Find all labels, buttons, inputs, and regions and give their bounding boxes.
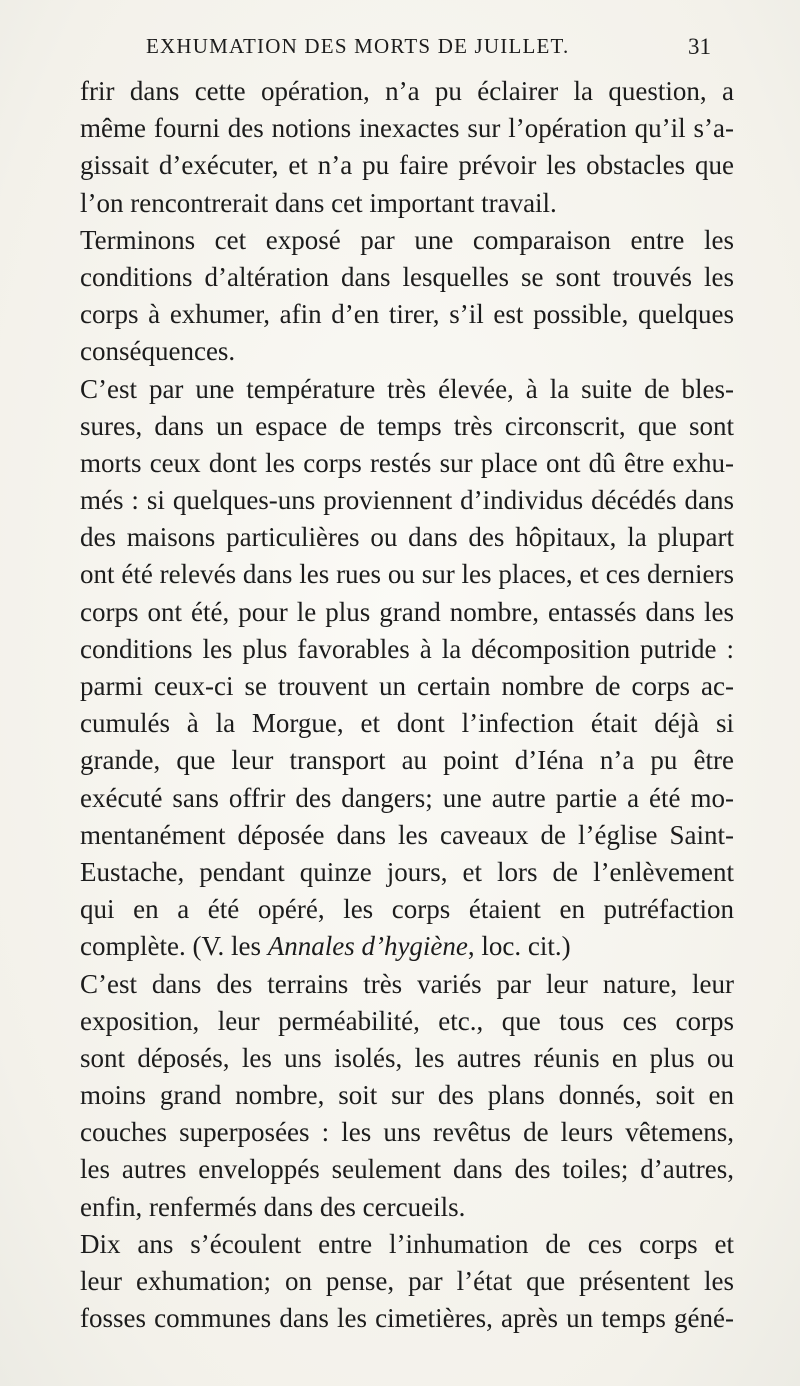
paragraph: [48, 222, 734, 371]
page-number: 31: [688, 34, 711, 59]
running-head: [0, 34, 800, 70]
text-line: Terminons cet exposé par une comparaison entre les: [80, 224, 734, 255]
text-line: des maisons particulières ou dans des hôpitaux, la plupart: [80, 522, 734, 553]
text-line: corps à exhumer, afin d’en tirer, s’il est possible, quelques: [80, 299, 734, 330]
text-line: ont été relevés dans les rues ou sur les places, et ces derniers: [80, 559, 734, 590]
text-line: même fourni des notions inexactes sur l’opération qu’il s’a-: [80, 113, 734, 144]
text-line: enfin, renfermés dans des cercueils.: [80, 1191, 466, 1222]
text-fragment: , loc. cit.): [467, 931, 571, 962]
text-line: mentanément déposée dans les caveaux de l’église Saint-: [80, 819, 734, 850]
text-line: gissait d’exécuter, et n’a pu faire prévoir les obstacles que: [80, 150, 734, 181]
text-line: [48, 928, 734, 965]
text-line: couches superposées : les uns revêtus de leurs vêtemens,: [80, 1117, 734, 1148]
text-line: l’on rencontrerait dans cet important travail.: [80, 187, 557, 218]
text-line: frir dans cette opération, n’a pu éclairer la question, a: [80, 76, 734, 106]
text-line: Eustache, pendant quinze jours, et lors de l’enlèvement: [80, 856, 734, 887]
body-text: [48, 73, 734, 1337]
text-line: cumulés à la Morgue, et dont l’infection était déjà si: [80, 708, 734, 739]
text-line: exposition, leur perméabilité, etc., que tous ces corps: [80, 1005, 734, 1036]
paragraph: [48, 73, 734, 222]
text-line: morts ceux dont les corps restés sur place ont dû être exhu-: [80, 447, 734, 478]
paragraph: [48, 1226, 734, 1338]
text-line: corps ont été, pour le plus grand nombre, entassés dans les: [80, 596, 734, 627]
paragraph: [48, 371, 734, 966]
text-line: C’est dans des terrains très variés par leur nature, leur: [80, 968, 734, 999]
paragraph: [48, 966, 734, 1226]
text-line: sures, dans un espace de temps très circonscrit, que sont: [80, 410, 734, 441]
text-line: conditions les plus favorables à la décomposition putride :: [80, 633, 734, 664]
text-line: moins grand nombre, soit sur des plans donnés, soit en: [80, 1080, 734, 1111]
text-line: conséquences.: [80, 336, 236, 367]
text-line: més : si quelques-uns proviennent d’individus décédés dans: [80, 485, 734, 516]
text-line: leur exhumation; on pense, par l’état que présentent les: [80, 1266, 734, 1296]
text-fragment: complète. (V. les: [80, 931, 268, 962]
text-line: sont déposés, les uns isolés, les autres réunis en plus ou: [80, 1042, 734, 1073]
text-line: Dix ans s’écoulent entre l’inhumation de ces corps et: [80, 1228, 734, 1259]
text-line: parmi ceux-ci se trouvent un certain nombre de corps ac-: [80, 671, 734, 701]
text-line: qui en a été opéré, les corps étaient en putréfaction: [80, 894, 734, 925]
journal-title: Annales d’hygiène: [267, 931, 468, 962]
text-line: grande, que leur transport au point d’Iéna n’a pu être: [80, 745, 734, 776]
text-line: exécuté sans offrir des dangers; une autre partie a été mo-: [80, 782, 734, 813]
text-line: les autres enveloppés seulement dans des toiles; d’autres,: [80, 1154, 734, 1185]
text-line: conditions d’altération dans lesquelles se sont trouvés les: [80, 261, 734, 292]
text-line: C’est par une température très élevée, à la suite de bles-: [80, 373, 734, 404]
running-head-title: EXHUMATION DES MORTS DE JUILLET.: [146, 34, 570, 58]
text-line: fosses communes dans les cimetières, après un temps géné-: [80, 1303, 734, 1334]
